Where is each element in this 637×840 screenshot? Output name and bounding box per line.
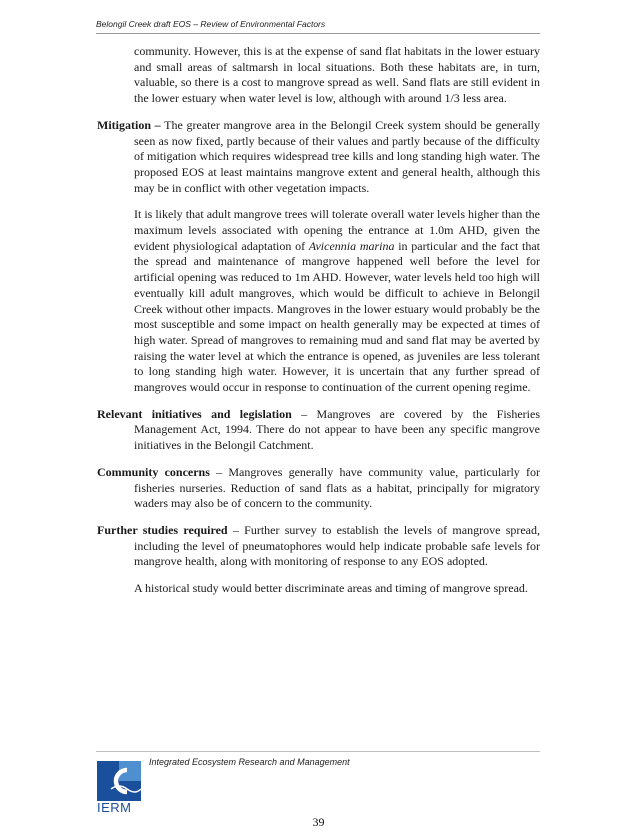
mitigation-p2-after: in particular and the fact that the spread and maintenance of mangrove happened well before the level for artificial opening was reduced to 1m AHD. However, water levels held too high will eventually kill adult mangroves, which would be difficult to achieve in Belongil Creek without other impacts. Mangroves in the lower estuary would probably be the most susceptible and some impact on health generally may be expected at times of high water. Spread of mangroves to remaining mud and sand flat may be averted by raising the water level at which the entrance is opened, as juveniles are less tolerant to long standing high water. However, it is uncertain that any further spread of mangroves would occur in response to continuation of the current opening regime. bbox=[134, 238, 541, 395]
mitigation-heading: Mitigation – bbox=[97, 117, 161, 132]
community-heading: Community concerns bbox=[97, 464, 210, 479]
further-studies-paragraph bbox=[97, 523, 540, 570]
mitigation-paragraph bbox=[97, 118, 540, 197]
community-paragraph bbox=[97, 465, 540, 512]
further-studies-text: – Further survey to establish the levels of mangrove spread, including the level of pneumatophores would help indicate probable safe levels for mangrove health, along with monitoring of response to any EOS adopted. bbox=[134, 522, 541, 569]
mitigation-text: The greater mangrove area in the Belongil Creek system should be generally seen as now fixed, partly because of their values and partly because of the difficulty of mitigation which requires widespread tree kills and long standing high water. The proposed EOS at least maintains mangrove extent and general health, although this may be in conflict with other vegetation impacts. bbox=[134, 117, 540, 195]
footer-organization: Integrated Ecosystem Research and Management bbox=[149, 757, 350, 767]
ierm-logo-icon bbox=[97, 761, 141, 801]
initiatives-heading: Relevant initiatives and legislation bbox=[97, 406, 292, 421]
community-text: – Mangroves generally have community value, particularly for fisheries nurseries. Reduction of sand flats as a habitat, principally for migratory waders may also be of concern to the community. bbox=[134, 464, 540, 511]
initiatives-paragraph bbox=[97, 407, 540, 454]
mitigation-paragraph-2 bbox=[97, 207, 540, 395]
mitigation-p2-before: It is likely that adult mangrove trees will tolerate overall water levels higher than the maximum levels associated with opening the entrance at 1.0m AHD, given the evident physiological adaptation of bbox=[134, 207, 540, 253]
document-body bbox=[97, 44, 540, 597]
intro-paragraph: community. However, this is at the expense of sand flat habitats in the lower estuary and small areas of saltmarsh in local situations. Both these habitats are, in turn, valuable, so there is a cost to mangrove spread as well. Sand flats are still evident in the lower estuary when water level is low, although with around 1/3 less area. bbox=[134, 44, 540, 106]
footer-divider bbox=[96, 751, 540, 752]
species-name: Avicennia marina bbox=[308, 238, 395, 253]
initiatives-text: – Mangroves are covered by the Fisheries Management Act, 1994. There do not appear to have been any specific mangrove initiatives in the Belongil Catchment. bbox=[134, 406, 541, 453]
page-number: 39 bbox=[312, 815, 325, 829]
logo-text: IERM bbox=[97, 800, 132, 815]
historical-study-paragraph: A historical study would better discriminate areas and timing of mangrove spread. bbox=[134, 581, 528, 596]
further-studies-heading: Further studies required bbox=[97, 522, 228, 537]
running-header: Belongil Creek draft EOS – Review of Environmental Factors bbox=[96, 19, 540, 34]
